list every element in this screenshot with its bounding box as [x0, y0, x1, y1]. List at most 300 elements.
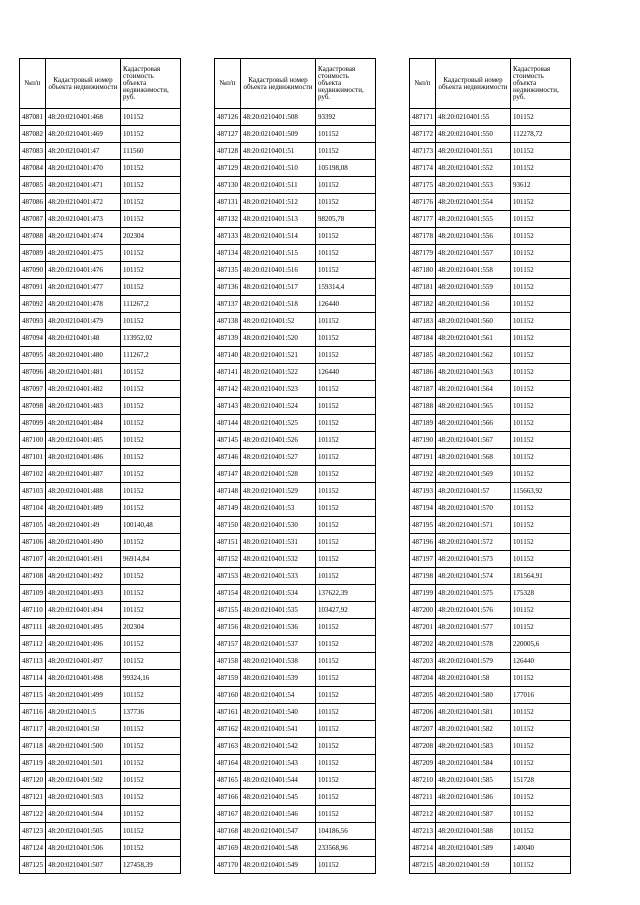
cell-cadastral-number: 48:20:0210401:567 [436, 432, 511, 449]
cell-cadastral-number: 48:20:0210401:545 [241, 789, 316, 806]
cell-cadastral-cost: 101152 [316, 347, 376, 364]
cell-cadastral-cost: 101152 [121, 415, 181, 432]
cell-cadastral-cost: 220005,6 [511, 636, 571, 653]
table-row [410, 330, 571, 347]
table-row [20, 840, 181, 857]
cell-cadastral-cost: 101152 [316, 313, 376, 330]
cell-number: 487115 [20, 687, 46, 704]
cell-cadastral-number: 48:20:0210401:53 [241, 500, 316, 517]
cell-number: 487177 [410, 211, 436, 228]
cell-cadastral-cost: 101152 [511, 449, 571, 466]
cell-number: 487201 [410, 619, 436, 636]
cell-cadastral-cost: 175328 [511, 585, 571, 602]
cell-number: 487125 [20, 857, 46, 874]
cell-cadastral-number: 48:20:0210401:477 [46, 279, 121, 296]
cell-number: 487175 [410, 177, 436, 194]
cell-cadastral-cost: 112278,72 [511, 126, 571, 143]
cell-number: 487111 [20, 619, 46, 636]
cell-cadastral-cost: 101152 [316, 228, 376, 245]
cell-number: 487164 [215, 755, 241, 772]
cell-number: 487200 [410, 602, 436, 619]
table-row [215, 653, 376, 670]
table-row [215, 721, 376, 738]
cell-cadastral-cost: 101152 [121, 755, 181, 772]
cell-cadastral-cost: 101152 [121, 636, 181, 653]
cell-cadastral-cost: 101152 [316, 517, 376, 534]
cell-cadastral-cost: 101152 [121, 466, 181, 483]
cell-cadastral-cost: 111267,2 [121, 347, 181, 364]
table-row [215, 143, 376, 160]
table-row [215, 449, 376, 466]
cell-number: 487121 [20, 789, 46, 806]
cell-cadastral-number: 48:20:0210401:535 [241, 602, 316, 619]
cell-cadastral-cost: 101152 [316, 704, 376, 721]
table-row [20, 398, 181, 415]
table-row [215, 840, 376, 857]
cell-cadastral-number: 48:20:0210401:560 [436, 313, 511, 330]
cell-number: 487163 [215, 738, 241, 755]
cell-cadastral-cost: 101152 [511, 330, 571, 347]
cell-cadastral-cost: 101152 [121, 126, 181, 143]
table-row [20, 364, 181, 381]
cell-cadastral-cost: 101152 [511, 551, 571, 568]
cell-number: 487172 [410, 126, 436, 143]
cell-cadastral-number: 48:20:0210401:520 [241, 330, 316, 347]
cell-number: 487105 [20, 517, 46, 534]
cell-cadastral-cost: 101152 [511, 789, 571, 806]
cell-cadastral-number: 48:20:0210401:538 [241, 653, 316, 670]
header-number: №п/п [20, 59, 46, 109]
cell-cadastral-cost: 101152 [316, 653, 376, 670]
cell-cadastral-cost: 93392 [316, 109, 376, 126]
cell-cadastral-number: 48:20:0210401:518 [241, 296, 316, 313]
table-row [20, 160, 181, 177]
cell-number: 487122 [20, 806, 46, 823]
cell-cadastral-cost: 101152 [511, 602, 571, 619]
cell-cadastral-cost: 126440 [316, 364, 376, 381]
cell-number: 487096 [20, 364, 46, 381]
cell-number: 487086 [20, 194, 46, 211]
cell-number: 487090 [20, 262, 46, 279]
cell-number: 487193 [410, 483, 436, 500]
cell-cadastral-number: 48:20:0210401:557 [436, 245, 511, 262]
cell-cadastral-number: 48:20:0210401:488 [46, 483, 121, 500]
table-row [20, 687, 181, 704]
cell-cadastral-number: 48:20:0210401:578 [436, 636, 511, 653]
table-row [410, 653, 571, 670]
cell-cadastral-cost: 101152 [511, 721, 571, 738]
cell-cadastral-cost: 101152 [511, 262, 571, 279]
cell-cadastral-number: 48:20:0210401:513 [241, 211, 316, 228]
cell-cadastral-number: 48:20:0210401:534 [241, 585, 316, 602]
cell-cadastral-number: 48:20:0210401:572 [436, 534, 511, 551]
cell-cadastral-number: 48:20:0210401:561 [436, 330, 511, 347]
cell-cadastral-cost: 113952,02 [121, 330, 181, 347]
table-row [410, 143, 571, 160]
table-row [410, 228, 571, 245]
cadastral-table-2 [214, 58, 376, 874]
cell-cadastral-number: 48:20:0210401:529 [241, 483, 316, 500]
cell-cadastral-number: 48:20:0210401:581 [436, 704, 511, 721]
cell-cadastral-cost: 140040 [511, 840, 571, 857]
cell-cadastral-cost: 101152 [316, 415, 376, 432]
cell-number: 487092 [20, 296, 46, 313]
cell-cadastral-cost: 101152 [121, 194, 181, 211]
cell-cadastral-cost: 101152 [511, 704, 571, 721]
cell-number: 487106 [20, 534, 46, 551]
cell-number: 487103 [20, 483, 46, 500]
cell-number: 487152 [215, 551, 241, 568]
cell-cadastral-number: 48:20:0210401:511 [241, 177, 316, 194]
cell-cadastral-number: 48:20:0210401:52 [241, 313, 316, 330]
cell-number: 487190 [410, 432, 436, 449]
table-row [410, 364, 571, 381]
table-row [410, 534, 571, 551]
table-row [20, 245, 181, 262]
cell-number: 487089 [20, 245, 46, 262]
header-cadastral-number: Кадастровый номер объекта недвижимости [436, 59, 511, 109]
cell-number: 487214 [410, 840, 436, 857]
cell-cadastral-cost: 115663,92 [511, 483, 571, 500]
table-row [20, 772, 181, 789]
cell-number: 487173 [410, 143, 436, 160]
table-row [20, 517, 181, 534]
cell-number: 487211 [410, 789, 436, 806]
table-row [215, 347, 376, 364]
header-cadastral-number: Кадастровый номер объекта недвижимости [46, 59, 121, 109]
cell-cadastral-number: 48:20:0210401:589 [436, 840, 511, 857]
table-row [410, 636, 571, 653]
cell-cadastral-number: 48:20:0210401:587 [436, 806, 511, 823]
cell-cadastral-number: 48:20:0210401:472 [46, 194, 121, 211]
table-row [410, 840, 571, 857]
table-row [410, 245, 571, 262]
cell-cadastral-number: 48:20:0210401:496 [46, 636, 121, 653]
cell-number: 487156 [215, 619, 241, 636]
cell-cadastral-number: 48:20:0210401:559 [436, 279, 511, 296]
table-row [410, 772, 571, 789]
table-row [410, 704, 571, 721]
cell-cadastral-number: 48:20:0210401:532 [241, 551, 316, 568]
cell-number: 487088 [20, 228, 46, 245]
table-row [410, 211, 571, 228]
cell-number: 487132 [215, 211, 241, 228]
cell-number: 487197 [410, 551, 436, 568]
cell-number: 487179 [410, 245, 436, 262]
cell-number: 487184 [410, 330, 436, 347]
cell-cadastral-number: 48:20:0210401:528 [241, 466, 316, 483]
cell-cadastral-number: 48:20:0210401:509 [241, 126, 316, 143]
table-row [410, 347, 571, 364]
cell-number: 487169 [215, 840, 241, 857]
cell-cadastral-cost: 101152 [316, 636, 376, 653]
header-cadastral-number: Кадастровый номер объекта недвижимости [241, 59, 316, 109]
cell-cadastral-cost: 101152 [121, 687, 181, 704]
cell-number: 487109 [20, 585, 46, 602]
cell-number: 487127 [215, 126, 241, 143]
cell-number: 487081 [20, 109, 46, 126]
table-row [410, 177, 571, 194]
cell-cadastral-number: 48:20:0210401:492 [46, 568, 121, 585]
cell-number: 487207 [410, 721, 436, 738]
cell-cadastral-cost: 101152 [121, 534, 181, 551]
cell-cadastral-number: 48:20:0210401:478 [46, 296, 121, 313]
cell-cadastral-cost: 181564,91 [511, 568, 571, 585]
table-row [410, 109, 571, 126]
cell-cadastral-number: 48:20:0210401:562 [436, 347, 511, 364]
cell-cadastral-cost: 101152 [316, 143, 376, 160]
cell-cadastral-cost: 101152 [511, 160, 571, 177]
cell-cadastral-number: 48:20:0210401:566 [436, 415, 511, 432]
table-row [410, 619, 571, 636]
cell-cadastral-cost: 101152 [121, 279, 181, 296]
cell-cadastral-number: 48:20:0210401:480 [46, 347, 121, 364]
cell-cadastral-cost: 101152 [121, 772, 181, 789]
cell-cadastral-number: 48:20:0210401:491 [46, 551, 121, 568]
cell-cadastral-number: 48:20:0210401:554 [436, 194, 511, 211]
cell-cadastral-cost: 233568,96 [316, 840, 376, 857]
cell-cadastral-number: 48:20:0210401:494 [46, 602, 121, 619]
cell-cadastral-number: 48:20:0210401:543 [241, 755, 316, 772]
table-row [215, 432, 376, 449]
cell-cadastral-cost: 101152 [121, 806, 181, 823]
cell-cadastral-number: 48:20:0210401:510 [241, 160, 316, 177]
cell-number: 487141 [215, 364, 241, 381]
cell-cadastral-number: 48:20:0210401:570 [436, 500, 511, 517]
cell-cadastral-cost: 96914,84 [121, 551, 181, 568]
cell-cadastral-cost: 101152 [316, 466, 376, 483]
cell-cadastral-cost: 101152 [121, 364, 181, 381]
table-row [20, 721, 181, 738]
table-row [20, 313, 181, 330]
cell-cadastral-cost: 101152 [316, 177, 376, 194]
table-row [215, 738, 376, 755]
cell-cadastral-cost: 101152 [511, 517, 571, 534]
cell-number: 487203 [410, 653, 436, 670]
cadastral-table-3 [409, 58, 571, 874]
cell-number: 487150 [215, 517, 241, 534]
cell-number: 487138 [215, 313, 241, 330]
cell-cadastral-cost: 101152 [511, 381, 571, 398]
cell-cadastral-cost: 101152 [121, 313, 181, 330]
table-row [215, 245, 376, 262]
cell-cadastral-cost: 202304 [121, 619, 181, 636]
table-row [20, 602, 181, 619]
cell-cadastral-cost: 101152 [121, 449, 181, 466]
cell-number: 487113 [20, 653, 46, 670]
cell-number: 487094 [20, 330, 46, 347]
cell-cadastral-number: 48:20:0210401:50 [46, 721, 121, 738]
cell-cadastral-cost: 101152 [511, 279, 571, 296]
cell-cadastral-number: 48:20:0210401:583 [436, 738, 511, 755]
cell-cadastral-cost: 101152 [511, 143, 571, 160]
cell-number: 487191 [410, 449, 436, 466]
table-row [215, 585, 376, 602]
cell-number: 487108 [20, 568, 46, 585]
table-row [215, 483, 376, 500]
cell-number: 487205 [410, 687, 436, 704]
cell-cadastral-cost: 101152 [316, 687, 376, 704]
cell-number: 487145 [215, 432, 241, 449]
cell-number: 487140 [215, 347, 241, 364]
cell-cadastral-number: 48:20:0210401:493 [46, 585, 121, 602]
cell-number: 487116 [20, 704, 46, 721]
cell-number: 487130 [215, 177, 241, 194]
table-row [20, 534, 181, 551]
table-row [410, 398, 571, 415]
table-row [215, 568, 376, 585]
cell-number: 487101 [20, 449, 46, 466]
header-cadastral-cost: Кадастровая стоимость объекта недвижимости, руб. [316, 59, 376, 109]
cell-cadastral-cost: 101152 [121, 381, 181, 398]
cell-number: 487159 [215, 670, 241, 687]
cell-number: 487178 [410, 228, 436, 245]
table-row [20, 432, 181, 449]
table-row [20, 279, 181, 296]
cell-cadastral-cost: 99324,16 [121, 670, 181, 687]
table-row [215, 228, 376, 245]
cell-cadastral-number: 48:20:0210401:547 [241, 823, 316, 840]
cell-cadastral-number: 48:20:0210401:517 [241, 279, 316, 296]
table-row [20, 789, 181, 806]
cell-cadastral-cost: 101152 [121, 721, 181, 738]
cell-cadastral-cost: 98205,78 [316, 211, 376, 228]
cell-cadastral-number: 48:20:0210401:48 [46, 330, 121, 347]
cell-cadastral-cost: 101152 [511, 313, 571, 330]
cell-cadastral-number: 48:20:0210401:580 [436, 687, 511, 704]
cell-cadastral-number: 48:20:0210401:484 [46, 415, 121, 432]
cell-number: 487171 [410, 109, 436, 126]
table-row [410, 517, 571, 534]
cell-cadastral-number: 48:20:0210401:577 [436, 619, 511, 636]
cell-number: 487187 [410, 381, 436, 398]
table-row [410, 194, 571, 211]
cell-number: 487136 [215, 279, 241, 296]
cell-cadastral-number: 48:20:0210401:506 [46, 840, 121, 857]
table-row [20, 670, 181, 687]
cell-number: 487154 [215, 585, 241, 602]
cell-cadastral-number: 48:20:0210401:569 [436, 466, 511, 483]
cell-number: 487097 [20, 381, 46, 398]
table-row [215, 381, 376, 398]
cell-cadastral-number: 48:20:0210401:524 [241, 398, 316, 415]
cell-cadastral-number: 48:20:0210401:574 [436, 568, 511, 585]
cell-cadastral-cost: 101152 [511, 466, 571, 483]
cell-number: 487206 [410, 704, 436, 721]
table-row [410, 296, 571, 313]
table-row [410, 789, 571, 806]
cell-number: 487158 [215, 653, 241, 670]
cell-cadastral-number: 48:20:0210401:558 [436, 262, 511, 279]
table-row [215, 500, 376, 517]
table-header-row [410, 59, 571, 109]
cell-number: 487082 [20, 126, 46, 143]
cell-cadastral-cost: 101152 [121, 585, 181, 602]
table-row [410, 551, 571, 568]
cell-number: 487091 [20, 279, 46, 296]
cell-cadastral-cost: 101152 [511, 245, 571, 262]
table-row [20, 211, 181, 228]
cell-number: 487189 [410, 415, 436, 432]
cell-cadastral-cost: 101152 [316, 330, 376, 347]
table-row [20, 704, 181, 721]
cell-cadastral-number: 48:20:0210401:565 [436, 398, 511, 415]
cell-number: 487129 [215, 160, 241, 177]
table-row [20, 823, 181, 840]
cell-number: 487149 [215, 500, 241, 517]
cell-cadastral-number: 48:20:0210401:479 [46, 313, 121, 330]
table-row [410, 160, 571, 177]
table-row [20, 636, 181, 653]
cell-cadastral-cost: 101152 [121, 789, 181, 806]
cell-cadastral-cost: 101152 [121, 432, 181, 449]
cell-cadastral-number: 48:20:0210401:585 [436, 772, 511, 789]
cell-cadastral-number: 48:20:0210401:501 [46, 755, 121, 772]
cell-cadastral-cost: 101152 [316, 806, 376, 823]
table-row [215, 466, 376, 483]
header-cadastral-cost: Кадастровая стоимость объекта недвижимости, руб. [121, 59, 181, 109]
cell-cadastral-number: 48:20:0210401:568 [436, 449, 511, 466]
cell-cadastral-number: 48:20:0210401:564 [436, 381, 511, 398]
cell-cadastral-number: 48:20:0210401:471 [46, 177, 121, 194]
cell-cadastral-number: 48:20:0210401:468 [46, 109, 121, 126]
cell-number: 487087 [20, 211, 46, 228]
header-number: №п/п [410, 59, 436, 109]
cell-cadastral-number: 48:20:0210401:549 [241, 857, 316, 874]
cell-number: 487165 [215, 772, 241, 789]
cell-cadastral-cost: 101152 [316, 245, 376, 262]
cell-cadastral-number: 48:20:0210401:540 [241, 704, 316, 721]
cell-cadastral-number: 48:20:0210401:58 [436, 670, 511, 687]
cell-number: 487114 [20, 670, 46, 687]
table-row [215, 330, 376, 347]
cell-cadastral-cost: 101152 [511, 670, 571, 687]
cell-number: 487093 [20, 313, 46, 330]
cell-cadastral-number: 48:20:0210401:503 [46, 789, 121, 806]
cell-number: 487215 [410, 857, 436, 874]
header-cadastral-cost: Кадастровая стоимость объекта недвижимости, руб. [511, 59, 571, 109]
cell-cadastral-cost: 101152 [121, 245, 181, 262]
cell-number: 487182 [410, 296, 436, 313]
table-row [215, 398, 376, 415]
table-row [20, 483, 181, 500]
cell-cadastral-number: 48:20:0210401:49 [46, 517, 121, 534]
cell-cadastral-cost: 101152 [316, 721, 376, 738]
cell-cadastral-cost: 101152 [316, 789, 376, 806]
table-row [20, 449, 181, 466]
cell-cadastral-number: 48:20:0210401:542 [241, 738, 316, 755]
header-number: №п/п [215, 59, 241, 109]
cell-number: 487104 [20, 500, 46, 517]
cell-number: 487123 [20, 823, 46, 840]
cell-cadastral-number: 48:20:0210401:469 [46, 126, 121, 143]
table-row [215, 517, 376, 534]
table-row [20, 568, 181, 585]
cell-cadastral-number: 48:20:0210401:57 [436, 483, 511, 500]
table-row [215, 262, 376, 279]
table-row [410, 432, 571, 449]
cell-cadastral-cost: 101152 [316, 483, 376, 500]
cell-cadastral-cost: 103427,92 [316, 602, 376, 619]
cell-cadastral-number: 48:20:0210401:499 [46, 687, 121, 704]
cell-cadastral-number: 48:20:0210401:489 [46, 500, 121, 517]
cell-cadastral-cost: 101152 [121, 262, 181, 279]
cell-number: 487188 [410, 398, 436, 415]
cell-cadastral-cost: 101152 [121, 738, 181, 755]
table-row [20, 806, 181, 823]
cell-cadastral-cost: 105198,08 [316, 160, 376, 177]
cell-cadastral-cost: 101152 [511, 755, 571, 772]
